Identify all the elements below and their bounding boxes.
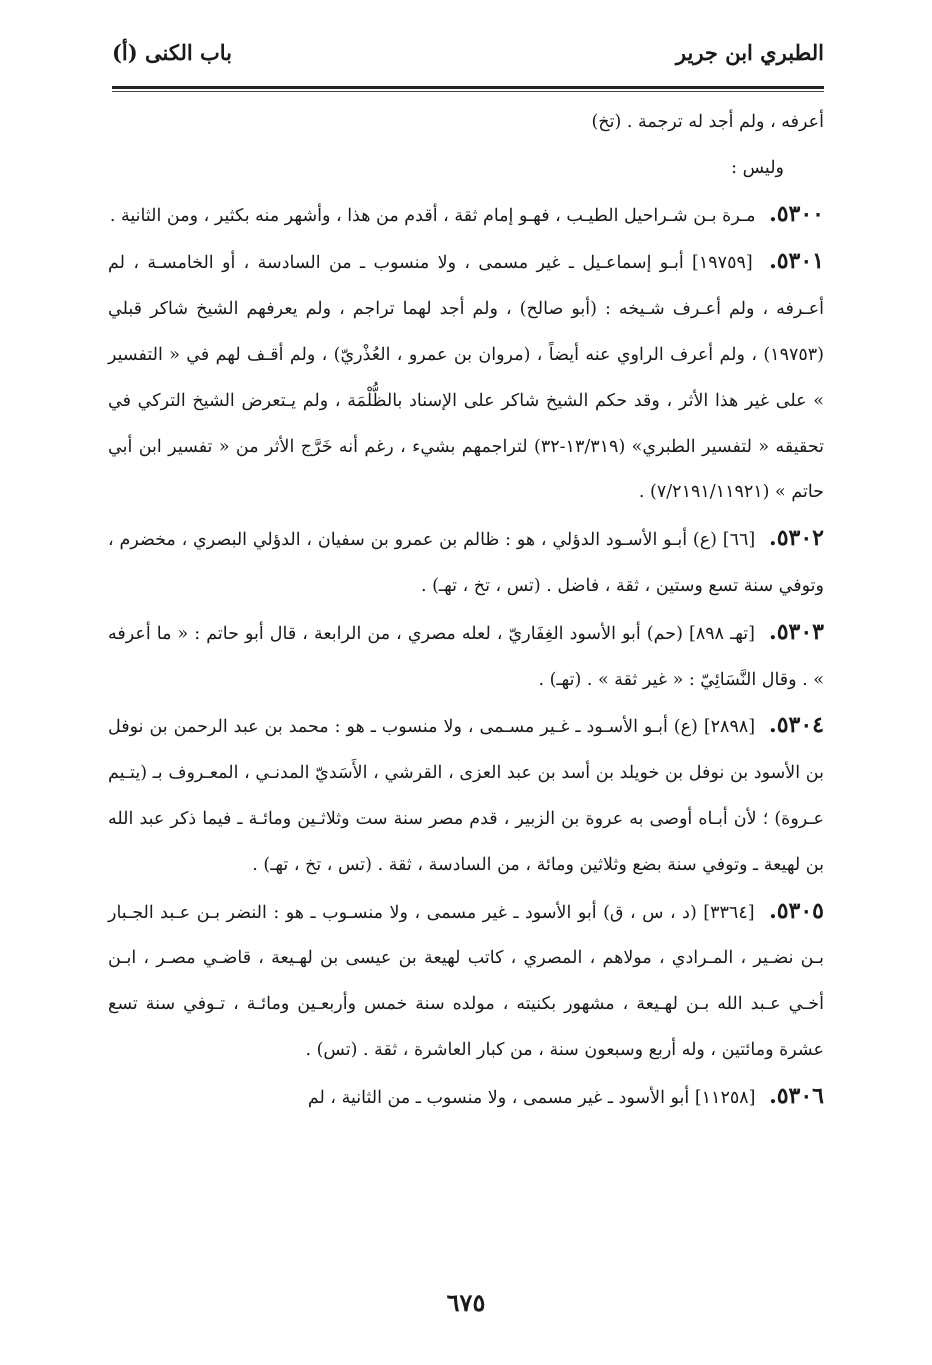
entry-5306 [108, 1074, 824, 1122]
entry-5301 [108, 239, 824, 516]
page-number: ٦٧٥ [446, 1288, 486, 1317]
entry-5305 [108, 889, 824, 1074]
entry-number: ٥٣٠١. [769, 248, 824, 275]
header-rule-thin [112, 91, 824, 92]
entry-number: ٥٣٠٤. [769, 712, 824, 739]
intro-line-2: وليس : [731, 157, 784, 178]
entry-number: ٥٣٠٣. [769, 618, 824, 645]
intro-line-1: أعرفه ، ولم أجد له ترجمة . (تخ) [591, 112, 824, 132]
entry-5300 [108, 192, 824, 240]
entry-text: [٣٣٦٤] (د ، س ، ق) أبو الأسود ـ غير مسمى ، ولا منسـوب ـ هو : النضر بـن عـبد الجـبار بـن نضـير ، المـرادي ، مولاهم ، المصري ، كاتب لهيعة بن عيسى بن لهـيعة ، قاضـي مصـر ، ابـن أخـي عـبد الله بـن لهـيعة ، مشهور بكنيته ، مولده سنة خمس وأربعـين ومائـة ، تـوفي سنة تسع عشرة ومائتين ، وله أربع وسبعون سنة ، من كبار العاشرة ، ثقة . (تس) . [108, 902, 824, 1060]
entry-text: [١١٢٥٨] أبو الأسود ـ غير مسمى ، ولا منسوب ـ من الثانية ، لم [307, 1087, 756, 1108]
entry-5302 [108, 516, 824, 610]
entry-text: [١٩٧٥٩] أبـو إسماعـيل ـ غير مسمى ، ولا منسوب ـ من السادسة ، أو الخامسـة ، لم أعـرفه ، ولم أعـرف شـيخه : (أبو صالح) ، ولم أجد لهما تراجم ، ولم يعرفهم الشيخ شاكر قبلي (١٩٧٥٣) ، ولم أعرف الراوي عنه أيضاً ، (مروان بن عمرو ، العُذْريّ) ، ولم أقـف لهم في « التفسير » على غير هذا الأثر ، وقد حكم الشيخ شاكر على الإسناد بالظُّلْمَة ، ولم يـتعرض الشيخ التركي في تحقيقه « لتفسير الطبري» (١٣/٣١٩-٣٢) لتراجمهم بشيء ، رغم أنه خَرَّج الأثر من « تفسير ابن أبي حاتم » (٧/٢١٩١/١١٩٢١) . [108, 253, 824, 503]
entry-number: ٥٣٠٥. [769, 897, 824, 924]
entry-text: [تهـ ٨٩٨] (حم) أبو الأسود الغِفَاريّ ، لعله مصري ، من الرابعة ، قال أبو حاتم : « ما أعرفه » . وقال النَّسَائِيّ : « غير ثقة » . (تهـ) . [108, 623, 824, 690]
entry-number: ٥٣٠٦. [769, 1082, 824, 1109]
entry-text: [٦٦] (ع) أبـو الأسـود الدؤلي ، هو : ظالم بن عمرو بن سفيان ، الدؤلي البصري ، مخضرم ، وتوفي سنة تسع وستين ، ثقة ، فاضل . (تس ، تخ ، تهـ) . [108, 530, 824, 596]
page-body [108, 100, 824, 1122]
entry-5304 [108, 703, 824, 888]
running-header [112, 36, 824, 82]
header-book-title: الطبري ابن جرير [675, 40, 824, 65]
header-rule [112, 86, 824, 89]
entry-text: مـرة بـن شـراحيل الطيـب ، فهـو إمام ثقة ، أقدم من هذا ، وأشهر منه بكثير ، ومن الثانية . [109, 205, 756, 226]
entry-number: ٥٣٠٢. [769, 525, 824, 552]
entry-text: [٢٨٩٨] (ع) أبـو الأسـود ـ غـير مسـمى ، ولا منسوب ـ هو : محمد بن عبد الرحمن بن نوفل بن الأسود بن نوفل بن خويلد بن أسد بن عبد العزى ، القرشي ، الأَسَديّ المدنـي ، المعـروف بـ (يتـيم عـروة) ؛ لأن أبـاه أوصى به عروة بن الزبير ، قدم مصر سنة ست وثلاثـين ومائـة ـ فيما ذكر عبد الله بن لهيعة ـ وتوفي سنة بضع وثلاثين ومائة ، من السادسة ، ثقة . (تس ، تخ ، تهـ) . [108, 717, 824, 875]
entry-number: ٥٣٠٠. [769, 200, 824, 227]
entry-5303 [108, 610, 824, 704]
header-chapter-title: باب الكنى (أ) [112, 40, 233, 65]
